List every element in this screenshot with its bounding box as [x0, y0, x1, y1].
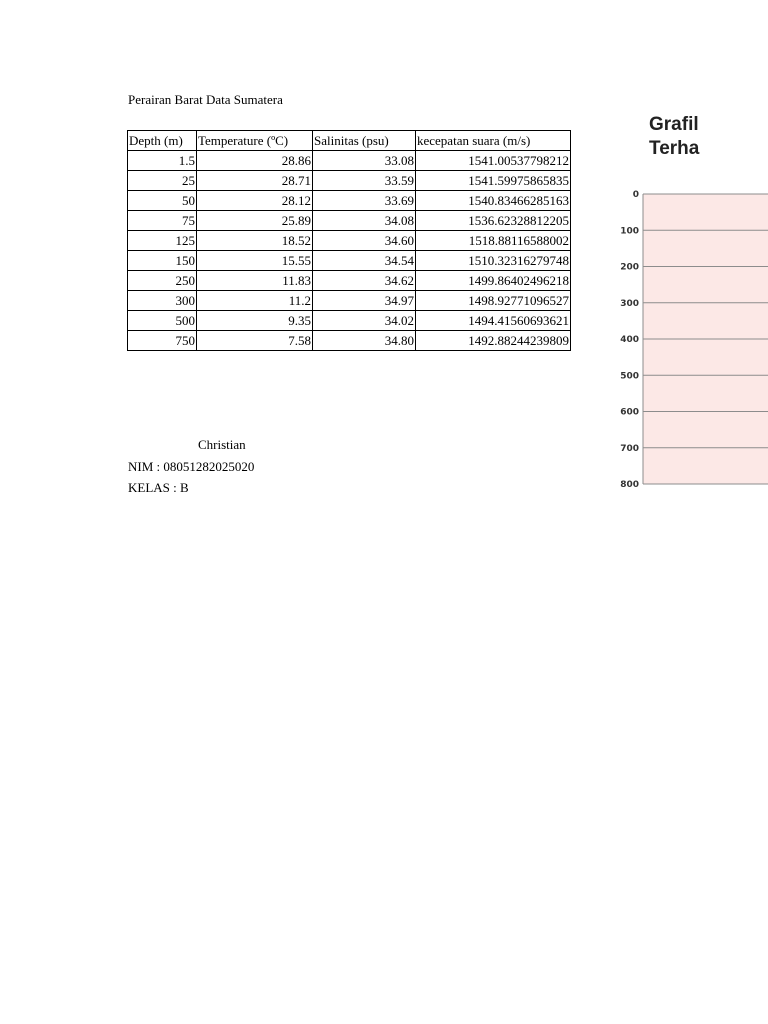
cell-temperature: 15.55 [197, 251, 313, 271]
data-table [127, 130, 571, 351]
cell-temperature: 11.83 [197, 271, 313, 291]
cell-temperature: 25.89 [197, 211, 313, 231]
table-row [128, 191, 571, 211]
cell-depth: 25 [128, 171, 197, 191]
cell-sound-speed: 1492.88244239809 [416, 331, 571, 351]
table-row [128, 331, 571, 351]
y-tick-label: 100 [620, 226, 639, 237]
y-tick-label: 600 [620, 407, 639, 418]
cell-salinity: 34.60 [313, 231, 416, 251]
table-row [128, 211, 571, 231]
cell-depth: 125 [128, 231, 197, 251]
y-tick-label: 500 [620, 371, 639, 382]
depth-chart [600, 180, 768, 500]
cell-temperature: 11.2 [197, 291, 313, 311]
table-row [128, 271, 571, 291]
cell-depth: 750 [128, 331, 197, 351]
y-tick-label: 400 [620, 335, 639, 345]
cell-depth: 1.5 [128, 151, 197, 171]
cell-salinity: 34.08 [313, 211, 416, 231]
cell-temperature: 28.71 [197, 171, 313, 191]
cell-sound-speed: 1536.62328812205 [416, 211, 571, 231]
cell-sound-speed: 1510.32316279748 [416, 251, 571, 271]
cell-temperature: 28.86 [197, 151, 313, 171]
table-row [128, 171, 571, 191]
cell-sound-speed: 1499.86402496218 [416, 271, 571, 291]
author-name: Christian [198, 437, 246, 452]
chart-title [649, 113, 699, 161]
cell-sound-speed: 1541.59975865835 [416, 171, 571, 191]
cell-depth: 300 [128, 291, 197, 311]
y-tick-label: 800 [620, 480, 639, 490]
y-tick-label: 700 [620, 443, 639, 454]
chart-title-line-1: Grafil [649, 114, 699, 135]
cell-sound-speed: 1494.41560693621 [416, 311, 571, 331]
cell-sound-speed: 1540.83466285163 [416, 191, 571, 211]
cell-salinity: 33.59 [313, 171, 416, 191]
cell-depth: 500 [128, 311, 197, 331]
cell-depth: 250 [128, 271, 197, 291]
cell-depth: 50 [128, 191, 197, 211]
table-row [128, 311, 571, 331]
cell-sound-speed: 1498.92771096527 [416, 291, 571, 311]
cell-salinity: 34.97 [313, 291, 416, 311]
class-label: KELAS : B [128, 480, 189, 495]
cell-temperature: 28.12 [197, 191, 313, 211]
table-row [128, 291, 571, 311]
cell-salinity: 34.80 [313, 331, 416, 351]
cell-sound-speed: 1518.88116588002 [416, 231, 571, 251]
cell-salinity: 33.69 [313, 191, 416, 211]
cell-temperature: 18.52 [197, 231, 313, 251]
cell-temperature: 7.58 [197, 331, 313, 351]
header-depth: Depth (m) [128, 131, 197, 151]
cell-depth: 75 [128, 211, 197, 231]
chart-title-line-2: Terha [649, 138, 700, 159]
cell-sound-speed: 1541.00537798212 [416, 151, 571, 171]
header-temperature: Temperature (ºC) [197, 131, 313, 151]
cell-depth: 150 [128, 251, 197, 271]
cell-temperature: 9.35 [197, 311, 313, 331]
y-tick-label: 0 [632, 190, 639, 200]
student-id: NIM : 08051282025020 [128, 459, 255, 474]
cell-salinity: 34.54 [313, 251, 416, 271]
document-title: Perairan Barat Data Sumatera [128, 92, 283, 107]
y-tick-label: 200 [620, 262, 639, 273]
header-salinity: Salinitas (psu) [313, 131, 416, 151]
header-sound-speed: kecepatan suara (m/s) [416, 131, 571, 151]
cell-salinity: 34.02 [313, 311, 416, 331]
table-row [128, 151, 571, 171]
cell-salinity: 34.62 [313, 271, 416, 291]
table-row [128, 251, 571, 271]
table-row [128, 231, 571, 251]
y-tick-label: 300 [620, 298, 639, 309]
y-axis-ticks [620, 190, 639, 490]
cell-salinity: 33.08 [313, 151, 416, 171]
table-header-row [128, 131, 571, 151]
